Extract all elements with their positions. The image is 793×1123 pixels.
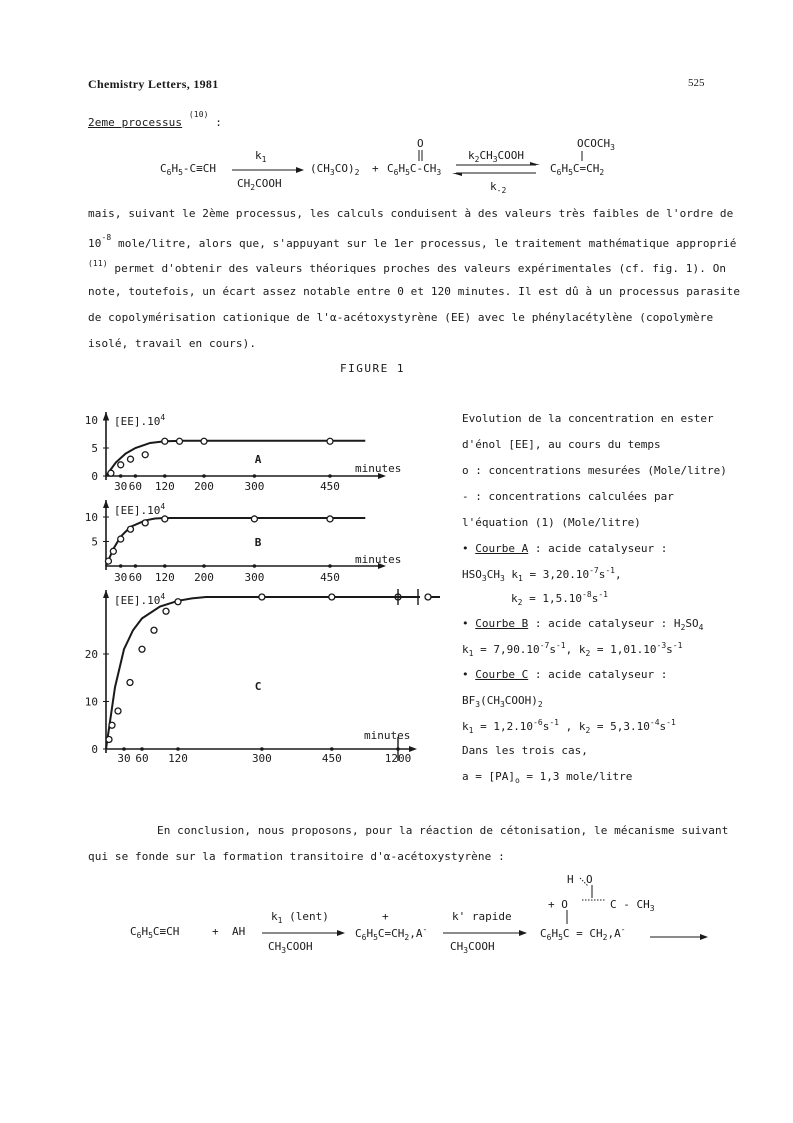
paragraph-line-6: isolé, travail en cours). — [88, 337, 257, 350]
reaction2-arrow3-head — [700, 934, 708, 940]
chart-b — [85, 500, 402, 584]
y-tick-label: 0 — [91, 743, 98, 756]
reaction2-arrow2-head — [519, 930, 527, 936]
caption-line-3: o : concentrations mesurées (Mole/litre) — [462, 464, 727, 477]
measured-point — [329, 594, 335, 600]
x-tick-label: 30 — [114, 480, 128, 493]
caption-courbe-b-k: $k_1 = 7,90.10^{-7}s^{-1}$, $k_2 = 1,01.10^{-3}s^{-1}$ — [462, 641, 683, 658]
x-tick-label: 60 — [135, 752, 149, 765]
series-letter-label: C — [254, 680, 262, 693]
x-tick — [134, 474, 138, 478]
x-tick — [202, 564, 206, 568]
reaction2-under2: $CH_3COOH$ — [450, 940, 495, 955]
x-tick — [140, 747, 144, 751]
measured-point — [163, 608, 169, 614]
measured-point — [259, 594, 265, 600]
y-tick-label: 10 — [84, 414, 98, 427]
x-tick-label: 60 — [128, 571, 143, 584]
reaction2-ah: AH — [232, 925, 246, 938]
bullet-a: • — [462, 542, 476, 555]
reaction2-o-top: O — [586, 873, 593, 886]
reaction1-under-arrow: $CH_2COOH$ — [237, 177, 282, 192]
paragraph-line-5: de copolymérisation cationique de l'α-acétoxystyrène (EE) avec le phénylacétylène (copolymère — [88, 311, 714, 324]
y-axis-label-exponent: 4 — [160, 592, 166, 601]
y-axis-label: $[EE].10^4$ — [114, 413, 166, 428]
calculated-curve — [106, 597, 398, 749]
x-tick-label: 300 — [244, 480, 265, 493]
bullet-b: • — [462, 617, 476, 630]
conclusion-line-1: En conclusion, nous proposons, pour la réaction de cétonisation, le mécanisme suivant — [157, 824, 729, 837]
measured-point — [327, 516, 333, 522]
caption-courbe-a-k1: $HSO_3CH_3$ $k_1 = 3,20.10^{-7}s^{-1}$, — [462, 566, 622, 583]
paragraph-line-2: $10^{-8}$ mole/litre, alors que, s'appuyant sur le 1er processus, le traitement mathématique approprié — [88, 233, 737, 250]
caption-courbe-c-k: $k_1 = 1,2.10^{-6}s^{-1}$ , $k_2 = 5,3.10^{-4}s^{-1}$ — [462, 718, 676, 735]
y-tick-label: 0 — [91, 470, 98, 483]
journal-header: Chemistry Letters, 1981 — [88, 77, 219, 91]
process-heading-ref: (10) — [188, 110, 209, 119]
reaction1-ketone-oxygen: O — [417, 137, 424, 150]
measured-point — [139, 646, 145, 652]
reaction2-k-rapide: k' rapide — [452, 910, 512, 923]
x-tick-label: 450 — [320, 480, 340, 493]
x-tick — [176, 747, 180, 751]
reaction2-h-bond — [580, 878, 588, 886]
measured-point — [110, 548, 116, 554]
caption-courbe-b: • Courbe B : acide catalyseur : $H_2SO_4$ — [462, 617, 704, 632]
process-heading-colon: : — [215, 116, 222, 129]
y-axis-label-exponent: 4 — [160, 413, 166, 422]
reaction2-h: H — [567, 873, 574, 886]
bullet-c: • — [462, 668, 476, 681]
reaction1-k2-label: $k_2CH_3COOH$ — [468, 149, 525, 164]
x-tick-label: 1200 — [384, 752, 412, 765]
y-axis-arrow — [103, 412, 109, 420]
paragraph-line-3: $^{(11)}$ permet d'obtenir des valeurs théoriques proches des valeurs expérimentales (cf. fig. 1). On — [88, 259, 727, 275]
x-tick-label: 200 — [194, 480, 214, 493]
x-tick-label: 30 — [117, 752, 131, 765]
page-number: 525 — [688, 77, 705, 89]
y-axis-label: $[EE].10^4$ — [114, 592, 166, 607]
caption-courbe-a-k2: $k_2 = 1,5.10^{-8}s^{-1}$ — [511, 590, 608, 607]
caption-courbe-c-head: Courbe C — [475, 668, 529, 681]
x-tick-label: 120 — [154, 480, 175, 493]
y-axis-arrow — [103, 590, 109, 598]
series-letter-label: A — [254, 453, 262, 466]
chart-a — [85, 412, 402, 493]
caption-courbe-a-tail: : acide catalyseur : — [534, 542, 668, 555]
measured-point — [105, 558, 111, 564]
x-tick-label: 60 — [128, 480, 143, 493]
series-letter-label: B — [254, 536, 262, 549]
reaction2-cation: $C_6H_5C=CH_2,A^-$ — [355, 925, 428, 942]
measured-point — [106, 737, 112, 743]
x-tick — [119, 564, 123, 568]
caption-line-1: Evolution de la concentration en ester — [462, 412, 714, 425]
reaction1-reactant: $C_6H_5-C\equiv CH$ — [160, 162, 217, 177]
x-tick — [119, 474, 123, 478]
measured-point — [201, 438, 207, 444]
y-axis-arrow — [103, 500, 109, 508]
x-tick-label: 30 — [114, 571, 128, 584]
caption-courbe-b-head: Courbe B — [475, 617, 529, 630]
process-heading-label: 2eme processus — [88, 116, 183, 129]
measured-point — [142, 452, 148, 458]
x-tick-label: 300 — [244, 571, 265, 584]
y-tick-label: 20 — [84, 648, 98, 661]
reaction2-reactant: $C_6H_5C\equiv CH$ — [130, 925, 180, 940]
y-axis-label: $[EE].10^4$ — [114, 502, 166, 517]
measured-point — [251, 516, 257, 522]
measured-point — [162, 438, 168, 444]
reaction1-k1: $k_1$ — [255, 149, 267, 164]
measured-point — [128, 456, 134, 462]
measured-point — [175, 599, 181, 605]
reaction2-under1: $CH_3COOH$ — [268, 940, 313, 955]
reaction2-product: $C_6H_5C = CH_2,A^-$ — [540, 925, 626, 942]
reaction1-product1: $(CH_3CO)_2$ — [310, 162, 360, 177]
measured-point — [108, 470, 114, 476]
x-tick-label: 120 — [154, 571, 175, 584]
x-tick — [202, 474, 206, 478]
x-tick — [330, 747, 334, 751]
reaction1-enol: $C_6H_5C=CH_2$ — [550, 162, 605, 177]
measured-point — [162, 516, 168, 522]
measured-point — [177, 438, 183, 444]
reaction1-ketone: $C_6H_5C-CH_3$ — [387, 162, 442, 177]
caption-courbe-c — [462, 668, 667, 681]
measured-point — [118, 462, 124, 468]
caption-courbe-c-tail: : acide catalyseur : — [534, 668, 668, 681]
chart-c — [85, 589, 440, 765]
x-tick-label: 300 — [251, 752, 272, 765]
y-tick-label: 10 — [84, 511, 98, 524]
reaction2-acyl: C - $CH_3$ — [610, 898, 655, 913]
figure-title: FIGURE 1 — [340, 362, 405, 375]
measured-point — [127, 680, 133, 686]
measured-point — [109, 722, 115, 728]
caption-a-equation: $a = [PA]_o = 1,3$ mole/litre — [462, 770, 633, 785]
x-tick — [122, 747, 126, 751]
reaction2-arrows — [0, 860, 793, 960]
caption-line-2: d'énol [EE], au cours du temps — [462, 438, 661, 451]
reaction2-arrow1-head — [337, 930, 345, 936]
caption-line-5: l'équation (1) (Mole/litre) — [462, 516, 641, 529]
x-tick — [328, 564, 332, 568]
measured-point — [142, 520, 148, 526]
reaction2-plus: + — [212, 925, 219, 938]
x-tick — [260, 747, 264, 751]
x-tick — [253, 474, 257, 478]
y-tick-label: 5 — [91, 535, 98, 549]
x-axis-unit-label: minutes — [364, 729, 411, 742]
reaction1-km2-label: $k_{-2}$ — [490, 180, 507, 195]
figure-1-charts — [0, 0, 460, 780]
measured-point — [115, 708, 121, 714]
measured-point — [327, 438, 333, 444]
paragraph-line-1: mais, suivant le 2ème processus, les calculs conduisent à des valeurs très faibles de l'ordre de — [88, 207, 734, 220]
caption-courbe-a-head: Courbe A — [475, 542, 529, 555]
reaction1-enol-substituent: $OCOCH_3$ — [577, 137, 615, 152]
caption-all-cases: Dans les trois cas, — [462, 744, 588, 757]
reaction1-plus: + — [372, 162, 379, 175]
x-tick-label: 120 — [168, 752, 188, 765]
measured-point — [118, 536, 124, 542]
conclusion-line-2: qui se fonde sur la formation transitoire d'α-acétoxystyrène : — [88, 850, 505, 863]
reaction2-k1-lent: $k_1$ (lent) — [271, 910, 329, 925]
reaction2-cation-charge: + — [382, 910, 389, 923]
caption-line-4: - : concentrations calculées par — [462, 490, 674, 503]
reaction1-forward-head — [530, 162, 540, 165]
paragraph-line-4: note, toutefois, un écart assez notable entre 0 et 120 minutes. Il est dû à un processus parasite — [88, 285, 741, 298]
x-tick — [163, 474, 167, 478]
x-tick-label: 450 — [321, 752, 342, 765]
x-tick — [253, 564, 257, 568]
calculated-curve — [106, 441, 365, 476]
x-tick-label: 200 — [194, 571, 214, 584]
x-tick — [328, 474, 332, 478]
x-tick — [134, 564, 138, 568]
reaction2-plus-o: + O — [548, 898, 568, 911]
caption-courbe-a — [462, 542, 667, 555]
measured-point-1200 — [425, 594, 431, 600]
x-tick-label: 450 — [320, 571, 340, 584]
measured-point — [151, 627, 157, 633]
caption-courbe-c-acid: $BF_3(CH_3COOH)_2$ — [462, 694, 543, 709]
x-axis-unit-label: minutes — [355, 553, 402, 566]
y-axis-label-exponent: 4 — [160, 502, 166, 511]
y-tick-label: 10 — [84, 695, 98, 709]
x-tick — [163, 564, 167, 568]
y-tick-label: 5 — [91, 442, 98, 455]
x-axis-unit-label: minutes — [355, 462, 402, 475]
measured-point — [128, 526, 134, 532]
